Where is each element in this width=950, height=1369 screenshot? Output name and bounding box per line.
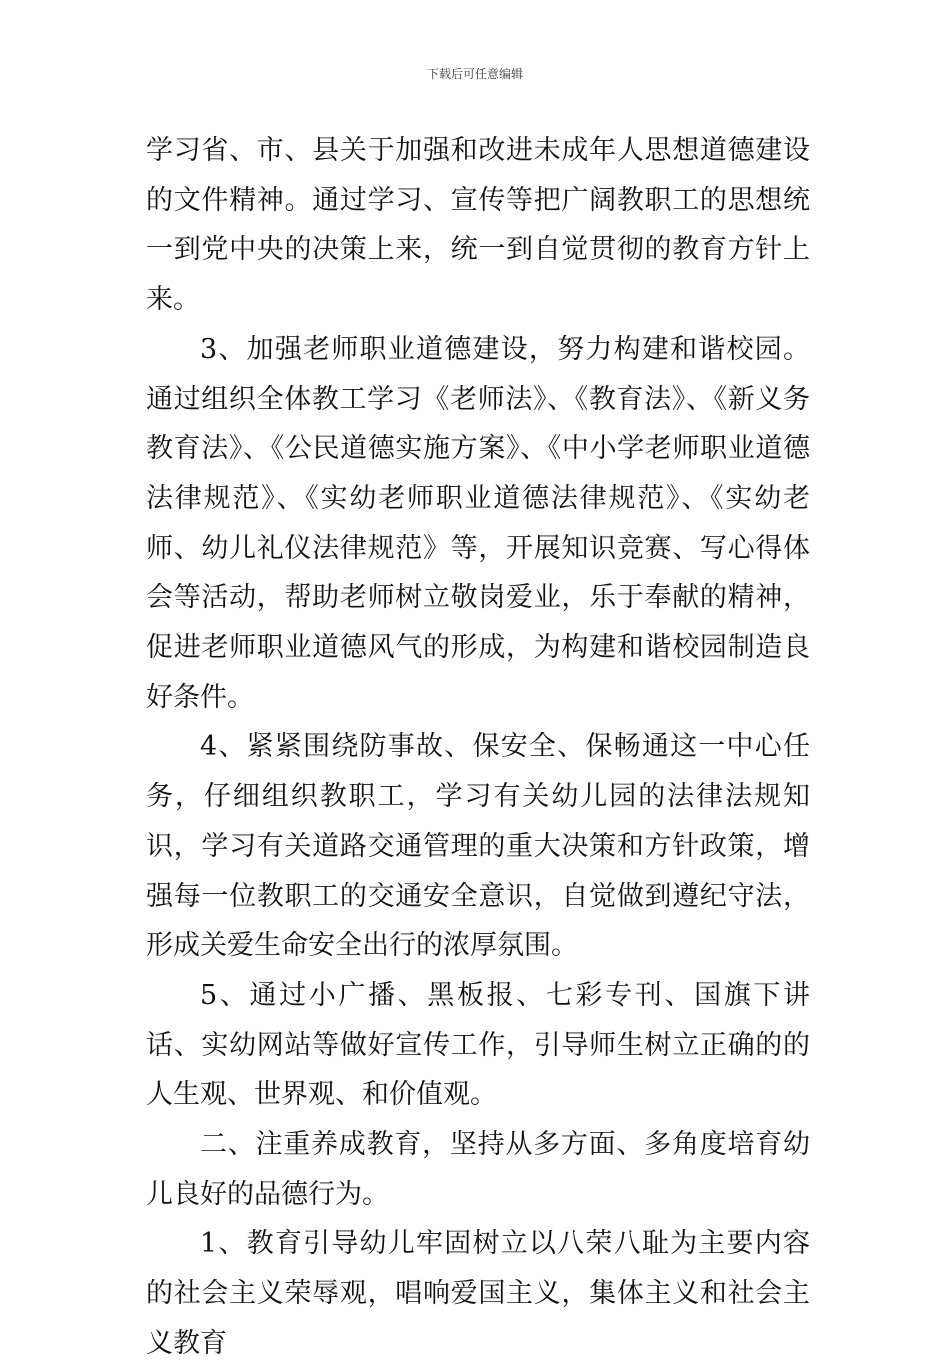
paragraph-item-1: 1、教育引导幼儿牢固树立以八荣八耻为主要内容的社会主义荣辱观，唱响爱国主义，集体主义和社会主义教育 [146,1228,810,1359]
paragraph-item-4: 4、紧紧围绕防事故、保安全、保畅通这一中心任务，仔细组织教职工，学习有关幼儿园的法律法规知识，学习有关道路交通管理的重大决策和方针政策，增强每一位教职工的交通安全意识，自觉做到遵纪守法，形成关爱生命安全出行的浓厚氛围。 [146,731,810,962]
page-header: 下载后可任意编辑 [426,67,523,81]
paragraph-continuation: 学习省、市、县关于加强和改进未成年人思想道德建设的文件精神。通过学习、宣传等把广阔教职工的思想统一到党中央的决策上来，统一到自觉贯彻的教育方针上来。 [146,135,810,316]
section-heading-2: 二、注重养成教育，坚持从多方面、多角度培育幼儿良好的品德行为。 [146,1129,810,1210]
document-body [146,126,810,1369]
paragraph-item-3: 3、加强老师职业道德建设，努力构建和谐校园。通过组织全体教工学习《老师法》、《教育法》、《新义务教育法》、《公民道德实施方案》、《中小学老师职业道德法律规范》、《实幼老师职业道德法律规范》、《实幼老师、幼儿礼仪法律规范》等，开展知识竞赛、写心得体会等活动，帮助老师树立敬岗爱业，乐于奉献的精神，促进老师职业道德风气的形成，为构建和谐校园制造良好条件。 [146,333,810,713]
paragraph-item-5: 5、通过小广播、黑板报、七彩专刊、国旗下讲话、实幼网站等做好宣传工作，引导师生树立正确的的人生观、世界观、和价值观。 [146,979,810,1111]
